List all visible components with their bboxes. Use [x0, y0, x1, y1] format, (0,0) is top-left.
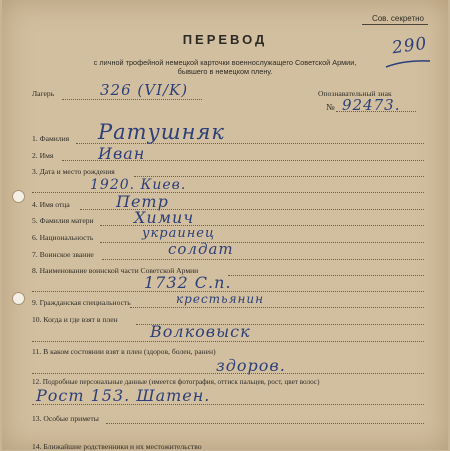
field-surname-value: Ратушняк — [98, 120, 225, 144]
field-rank-label: 7. Воинское звание — [32, 250, 94, 259]
classification-underline — [362, 24, 428, 25]
field-captured-label: 10. Когда и где взят в плен — [32, 315, 118, 324]
field-profession-label: 9. Гражданская специальность — [32, 298, 131, 307]
field-rank-line — [102, 259, 424, 260]
field-birth-value: 1920. Киев. — [90, 177, 187, 193]
field-special-marks-line — [106, 423, 424, 424]
field-condition-value: здоров. — [216, 356, 286, 375]
punch-hole-bottom — [12, 292, 25, 305]
field-rank-value: солдат — [168, 240, 234, 258]
page-title: ПЕРЕВОД — [182, 32, 268, 47]
field-personal-data-label: 12. Подробные персональные данные (имеется фотография, оттиск пальцев, рост, цвет волос) — [32, 378, 320, 386]
field-father-label: 4. Имя отца — [32, 200, 70, 209]
id-mark-number-sign: № — [326, 102, 335, 112]
field-special-marks-label: 13. Особые приметы — [32, 414, 99, 423]
subtitle-line-2: бывшего в немецком плену. — [177, 67, 273, 76]
field-relatives-label: 14. Ближайшие родственники и их местожительство — [32, 442, 202, 451]
document-sheet — [2, 0, 448, 450]
punch-hole-top — [12, 190, 25, 203]
field-unit-value: 1732 С.п. — [144, 273, 232, 292]
id-mark-label: Опознавательный знак — [318, 89, 392, 98]
field-nationality-value: украинец — [142, 226, 216, 241]
field-mother-value: Химич — [134, 208, 195, 227]
field-nationality-label: 6. Национальность — [32, 233, 94, 242]
field-name-value: Иван — [98, 144, 146, 163]
camp-label: Лагерь — [32, 89, 55, 98]
field-personal-data-value: Рост 153. Шатен. — [36, 386, 211, 405]
classification-stamp: Сов. секретно — [371, 14, 424, 23]
field-nationality-line — [100, 242, 424, 243]
field-captured-line-2 — [32, 341, 424, 342]
camp-value: 326 (VI/K) — [100, 81, 189, 99]
field-surname-label: 1. Фамилия — [32, 134, 70, 143]
field-condition-label: 11. В каком состоянии взят в плен (здоров, болен, ранен) — [32, 347, 216, 356]
id-mark-value: 92473. — [342, 96, 401, 114]
field-birth-label: 3. Дата и место рождения — [32, 167, 115, 176]
subtitle-line-1: с личной трофейной немецкой карточки военнослужащего Советской Армии, — [93, 58, 357, 67]
field-profession-value: крестьянин — [176, 292, 265, 306]
field-father-value: Петр — [116, 192, 169, 211]
field-mother-label: 5. Фамилия матери — [32, 216, 94, 225]
field-profession-line — [130, 307, 424, 308]
field-captured-value: Волковыск — [150, 322, 251, 341]
camp-line — [62, 99, 202, 100]
handwritten-number: 290 — [390, 33, 429, 59]
field-unit-label: 8. Наименование воинской части Советской Армии — [32, 266, 199, 275]
field-name-label: 2. Имя — [32, 151, 54, 160]
field-unit-line-1 — [228, 275, 424, 276]
